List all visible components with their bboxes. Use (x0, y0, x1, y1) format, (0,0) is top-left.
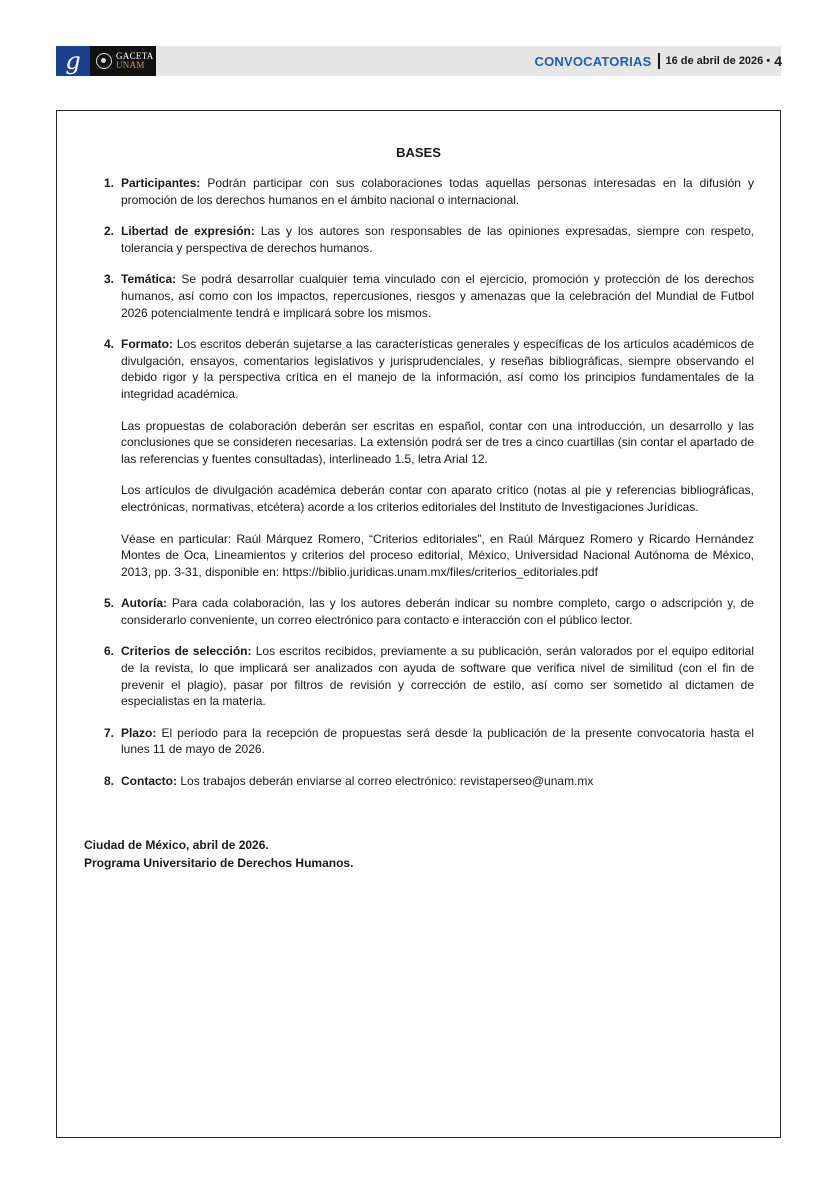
list-item (92, 271, 754, 321)
item-paragraph (121, 336, 754, 402)
item-text: Se podrá desarrollar cualquier tema vinculado con el ejercicio, promoción y protección de los derechos humanos, así como con los impactos, repercusiones, riesgos y amenazas que la celebración del Mundial de Futbol 2026 potencialmente tendrá e implicará sobre los mismos. (121, 272, 754, 320)
item-label: Temática: (121, 272, 177, 287)
item-paragraph (121, 223, 754, 256)
item-text: El período para la recepción de propuestas será desde la publicación de la presente convocatoria hasta el lunes 11 de mayo de 2026. (121, 725, 754, 757)
item-label: Libertad de expresión: (121, 224, 255, 239)
item-paragraph[interactable]: Véase en particular: Raúl Márquez Romero, “Criterios editoriales”, en Raúl Márquez Romero y Ricardo Hernández Montes de Oca, Lineamientos y criterios del proceso editorial, México, Universidad Nacional Autónoma de México, 2013, pp. 3-31, disponible en: https://biblio.juridicas.unam.mx/files/criterios_editoriales.pdf (121, 531, 754, 579)
item-label: Formato: (121, 337, 173, 352)
item-paragraph (121, 725, 754, 758)
item-number: 8. (104, 774, 115, 789)
gaceta-unam-logo[interactable] (56, 46, 156, 76)
list-item (92, 643, 754, 709)
list-item (92, 773, 754, 790)
item-paragraph (121, 271, 754, 321)
item-label: Participantes: (121, 176, 201, 190)
item-text: Las y los autores son responsables de las opiniones expresadas, siempre con respeto, tolerancia y perspectiva de derechos humanos. (121, 224, 754, 255)
item-paragraph (121, 175, 754, 208)
list-item (92, 175, 754, 208)
item-number: 1. (104, 176, 115, 190)
item-label: Plazo: (121, 725, 157, 740)
item-label: Criterios de selección: (121, 644, 252, 659)
logo-text (116, 52, 154, 70)
issue-date: 16 de abril de 2026 • (665, 55, 771, 67)
list-item (92, 725, 754, 758)
item-label: Contacto: (121, 774, 177, 789)
header-separator (658, 53, 660, 69)
item-paragraph (121, 773, 754, 790)
bases-list (92, 175, 754, 805)
list-item (92, 223, 754, 256)
closing-place-date: Ciudad de México, abril de 2026. (84, 838, 269, 852)
item-number: 4. (104, 337, 115, 352)
unam-seal-icon (96, 53, 112, 69)
logo-g-icon: g (56, 46, 90, 76)
list-item (92, 595, 754, 628)
item-paragraph: Las propuestas de colaboración deberán ser escritas en español, contar con una introducción, un desarrollo y las conclusiones que se consideren necesarias. La extensión podrá ser de tres a cinco cuartillas (sin contar el apartado de las referencias y fuentes consultadas), interlineado 1.5, letra Arial 12. (121, 418, 754, 466)
item-number: 5. (104, 596, 115, 611)
item-paragraph (121, 643, 754, 709)
item-number: 2. (104, 224, 115, 239)
logo-text-line1: GACETA (116, 51, 154, 61)
item-text: Podrán participar con sus colaboraciones todas aquellas personas interesadas en la difusión y promoción de los derechos humanos en el ámbito nacional o internacional. (121, 176, 754, 207)
bases-title: BASES (396, 145, 441, 160)
page-number: 4 (774, 53, 782, 69)
closing-organization: Programa Universitario de Derechos Humanos. (84, 856, 354, 870)
item-paragraph: Los artículos de divulgación académica deberán contar con aparato crítico (notas al pie y referencias bibliográficas, electrónicas, normativas, etcétera) acorde a los criterios editoriales del Instituto de Investigaciones Jurídicas. (121, 483, 754, 514)
item-text: Para cada colaboración, las y los autores deberán indicar su nombre completo, cargo o adscripción y, de considerarlo conveniente, un correo electrónico para contacto e interacción con el público lector. (121, 596, 754, 627)
item-text[interactable]: Los trabajos deberán enviarse al correo electrónico: revistaperseo@unam.mx (180, 774, 594, 789)
header-info (534, 46, 782, 76)
section-name[interactable]: CONVOCATORIAS (534, 53, 652, 69)
item-number: 7. (104, 725, 115, 740)
item-text: Los escritos recibidos, previamente a su publicación, serán valorados por el equipo editorial de la revista, lo que implicará ser analizados con ayuda de software que verifica nivel de similitud (con el fin de prevenir el plagio), pasar por filtros de revisión y corrección de estilo, así como ser sometido al dictamen de especialistas en la materia. (121, 644, 755, 709)
closing-signature (84, 836, 353, 872)
item-number: 3. (104, 272, 115, 287)
list-item (92, 336, 754, 580)
item-text: Los escritos deberán sujetarse a las características generales y específicas de los artículos académicos de divulgación, ensayos, comentarios legislativos y jurisprudenciales, y reseñas bibliográficas, siempre observando el debido rigor y la perspectiva crítica en el manejo de la información, así como los principios fundamentales de la integridad académica. (121, 337, 754, 401)
item-label: Autoría: (121, 596, 167, 611)
item-paragraph (121, 595, 754, 628)
logo-text-line2: UNAM (116, 60, 145, 70)
item-number: 6. (104, 644, 115, 659)
